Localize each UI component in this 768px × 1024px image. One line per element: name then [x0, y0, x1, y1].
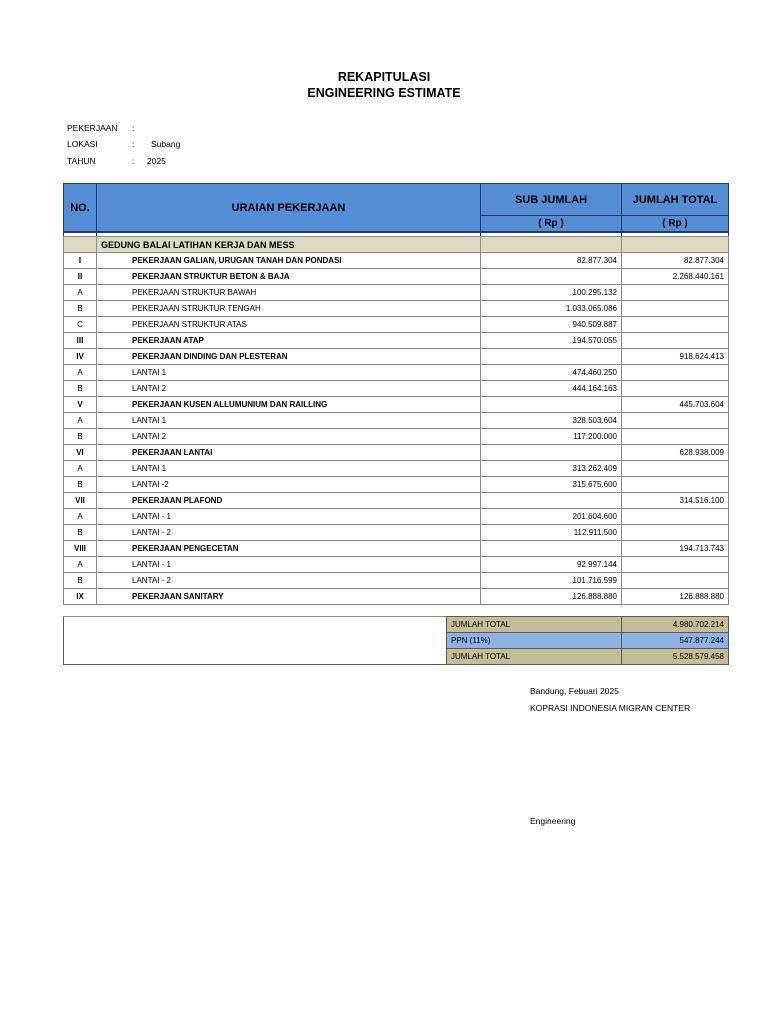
table-row [64, 541, 729, 557]
row-number: A [64, 461, 97, 477]
row-description: LANTAI -2 [97, 477, 481, 493]
row-sub-jumlah [481, 397, 622, 413]
meta-colon: : [132, 156, 135, 166]
row-sub-jumlah: 328.503.604 [481, 413, 622, 429]
row-number: A [64, 285, 97, 301]
table-row [64, 333, 729, 349]
row-description: LANTAI - 2 [97, 525, 481, 541]
header-rp-total: ( Rp ) [622, 216, 729, 233]
row-jumlah-total [622, 557, 729, 573]
row-sub-jumlah: 315.675.600 [481, 477, 622, 493]
table-row [64, 557, 729, 573]
table-row [64, 429, 729, 445]
row-number: A [64, 509, 97, 525]
meta-label: LOKASI [67, 139, 98, 149]
totals-label: PPN (11%) [447, 633, 622, 649]
row-sub-jumlah: 313.262.409 [481, 461, 622, 477]
totals-label: JUMLAH TOTAL [447, 617, 622, 633]
table-row [64, 285, 729, 301]
table-row [64, 269, 729, 285]
row-number: A [64, 365, 97, 381]
row-jumlah-total [622, 301, 729, 317]
row-sub-jumlah: 82.877.304 [481, 253, 622, 269]
table-row [64, 509, 729, 525]
row-description: LANTAI 2 [97, 381, 481, 397]
row-sub-jumlah: 940.509.887 [481, 317, 622, 333]
row-description: PEKERJAAN STRUKTUR BETON & BAJA [97, 269, 481, 285]
row-description: LANTAI - 1 [97, 509, 481, 525]
row-number: B [64, 477, 97, 493]
row-jumlah-total [622, 381, 729, 397]
row-number: B [64, 429, 97, 445]
row-jumlah-total [622, 333, 729, 349]
row-jumlah-total: 126.888.880 [622, 589, 729, 605]
row-number: B [64, 381, 97, 397]
table-row [64, 381, 729, 397]
row-sub-jumlah [481, 445, 622, 461]
meta-colon: : [132, 123, 135, 133]
row-description: PEKERJAAN STRUKTUR TENGAH [97, 301, 481, 317]
meta-colon: : [132, 139, 135, 149]
row-jumlah-total [622, 365, 729, 381]
row-number: II [64, 269, 97, 285]
table-row [64, 253, 729, 269]
row-number: III [64, 333, 97, 349]
totals-value: 547.877.244 [622, 633, 729, 649]
table-row [64, 365, 729, 381]
table-row [64, 461, 729, 477]
row-number: VII [64, 493, 97, 509]
row-sub-jumlah: 444.164.163 [481, 381, 622, 397]
row-sub-jumlah: 474.460.250 [481, 365, 622, 381]
table-row [64, 525, 729, 541]
meta-label: TAHUN [67, 156, 96, 166]
row-jumlah-total [622, 429, 729, 445]
row-number: VIII [64, 541, 97, 557]
row-number: VI [64, 445, 97, 461]
row-sub-jumlah: 194.570.055 [481, 333, 622, 349]
group-row [64, 237, 729, 253]
row-description: PEKERJAAN STRUKTUR ATAS [97, 317, 481, 333]
table-row [64, 413, 729, 429]
row-jumlah-total [622, 573, 729, 589]
row-description: LANTAI - 2 [97, 573, 481, 589]
company-name: KOPRASI INDONESIA MIGRAN CENTER [530, 703, 691, 713]
document-title: REKAPITULASI [337, 70, 431, 84]
row-jumlah-total: 194.713.743 [622, 541, 729, 557]
row-jumlah-total: 445.703.604 [622, 397, 729, 413]
row-sub-jumlah [481, 349, 622, 365]
meta-label: PEKERJAAN [67, 123, 118, 133]
row-number: B [64, 573, 97, 589]
header-sub-jumlah: SUB JUMLAH [481, 184, 622, 216]
row-sub-jumlah: 201.604.600 [481, 509, 622, 525]
row-description: PEKERJAAN ATAP [97, 333, 481, 349]
row-number: I [64, 253, 97, 269]
row-jumlah-total: 2.268.440.161 [622, 269, 729, 285]
row-number: A [64, 557, 97, 573]
row-description: PEKERJAAN SANITARY [97, 589, 481, 605]
header-no: NO. [64, 184, 97, 233]
row-description: LANTAI 2 [97, 429, 481, 445]
row-description: PEKERJAAN STRUKTUR BAWAH [97, 285, 481, 301]
table-row [64, 477, 729, 493]
place-date: Bandung, Febuari 2025 [530, 686, 619, 696]
totals-table [63, 616, 729, 665]
document-subtitle: ENGINEERING ESTIMATE [307, 86, 461, 100]
row-sub-jumlah: 126.888.880 [481, 589, 622, 605]
row-jumlah-total [622, 461, 729, 477]
row-jumlah-total [622, 413, 729, 429]
signature-label: Engineering [530, 816, 576, 826]
row-sub-jumlah: 112.911.500 [481, 525, 622, 541]
row-description: LANTAI 1 [97, 461, 481, 477]
table-row [64, 445, 729, 461]
row-description: PEKERJAAN GALIAN, URUGAN TANAH DAN PONDASI [97, 253, 481, 269]
row-jumlah-total: 918.624.413 [622, 349, 729, 365]
row-description: LANTAI 1 [97, 365, 481, 381]
table-row [64, 301, 729, 317]
row-sub-jumlah [481, 493, 622, 509]
totals-value: 4.980.702.214 [622, 617, 729, 633]
table-row [64, 317, 729, 333]
row-number: B [64, 525, 97, 541]
row-number: V [64, 397, 97, 413]
row-number: C [64, 317, 97, 333]
row-description: PEKERJAAN DINDING DAN PLESTERAN [97, 349, 481, 365]
row-jumlah-total [622, 509, 729, 525]
row-sub-jumlah [481, 541, 622, 557]
totals-value: 5.528.579.458 [622, 649, 729, 665]
table-row [64, 573, 729, 589]
totals-label: JUMLAH TOTAL [447, 649, 622, 665]
row-jumlah-total [622, 525, 729, 541]
row-description: LANTAI 1 [97, 413, 481, 429]
row-sub-jumlah: 117.200.000 [481, 429, 622, 445]
row-jumlah-total: 628.938.009 [622, 445, 729, 461]
row-jumlah-total: 314.516.100 [622, 493, 729, 509]
meta-value: 2025 [147, 156, 166, 166]
row-description: PEKERJAAN PENGECETAN [97, 541, 481, 557]
totals-row [64, 617, 729, 633]
row-sub-jumlah: 100.295.132 [481, 285, 622, 301]
header-rp-sub: ( Rp ) [481, 216, 622, 233]
row-number: B [64, 301, 97, 317]
row-jumlah-total: 82.877.304 [622, 253, 729, 269]
row-sub-jumlah: 92.997.144 [481, 557, 622, 573]
row-sub-jumlah [481, 269, 622, 285]
row-description: LANTAI - 1 [97, 557, 481, 573]
header-jumlah-total: JUMLAH TOTAL [622, 184, 729, 216]
row-number: IX [64, 589, 97, 605]
table-row [64, 589, 729, 605]
meta-value: Subang [151, 139, 181, 149]
table-row [64, 493, 729, 509]
group-title: GEDUNG BALAI LATIHAN KERJA DAN MESS [97, 237, 481, 253]
row-jumlah-total [622, 477, 729, 493]
row-description: PEKERJAAN KUSEN ALLUMUNIUM DAN RAILLING [97, 397, 481, 413]
table-row [64, 349, 729, 365]
row-sub-jumlah: 101.716.599 [481, 573, 622, 589]
row-number: A [64, 413, 97, 429]
row-jumlah-total [622, 285, 729, 301]
header-uraian: URAIAN PEKERJAAN [97, 184, 481, 233]
row-sub-jumlah: 1.033.065.086 [481, 301, 622, 317]
row-jumlah-total [622, 317, 729, 333]
row-description: PEKERJAAN PLAFOND [97, 493, 481, 509]
estimate-table [63, 183, 729, 605]
table-row [64, 397, 729, 413]
row-number: IV [64, 349, 97, 365]
row-description: PEKERJAAN LANTAI [97, 445, 481, 461]
